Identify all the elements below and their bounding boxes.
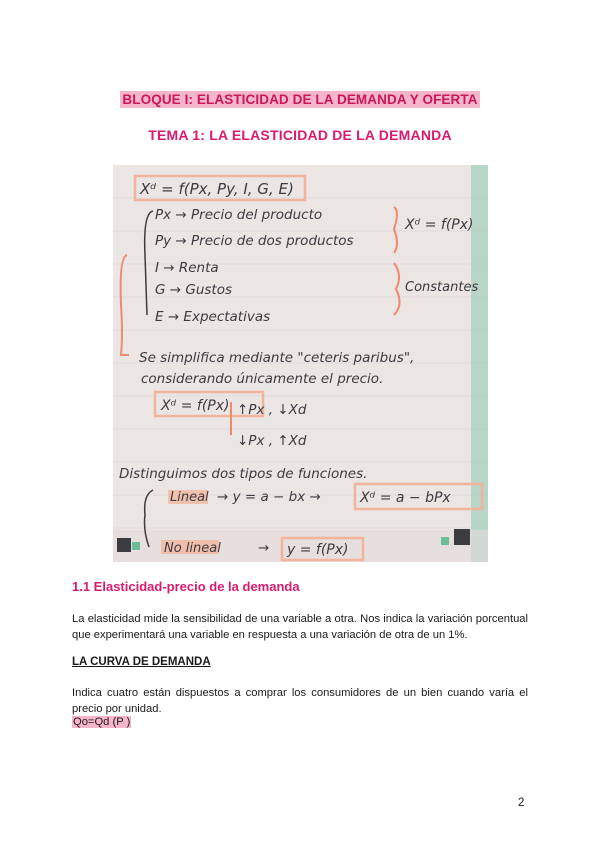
- logo-mark-right: [454, 529, 470, 545]
- section-heading: 1.1 Elasticidad-precio de la demanda: [72, 579, 300, 594]
- note-line-7: Xᵈ = f(Px): [405, 217, 474, 233]
- note-line-2: Px → Precio del producto: [155, 207, 323, 223]
- note-line-14: Distinguimos dos tipos de funciones.: [119, 466, 368, 482]
- note-line-9: Se simplifica mediante "ceteris paribus",: [139, 350, 415, 366]
- note-line-1: Xᵈ = f(Px, Py, I, G, E): [140, 180, 294, 198]
- note-line-4: I → Renta: [155, 260, 219, 276]
- note-line-13: ↓Px , ↑Xd: [237, 433, 307, 449]
- note-line-6: E → Expectativas: [155, 309, 271, 325]
- note-line-20: y = f(Px): [287, 542, 349, 558]
- logo-mark-left: [117, 538, 131, 552]
- section-paragraph: La elasticidad mide la sensibilidad de una variable a otra. Nos indica la variación porcentual que experimentará una variable en respuesta a una variación de otra de un 1%.: [72, 613, 528, 641]
- block-title: [0, 91, 600, 109]
- note-line-18: No lineal: [164, 541, 221, 556]
- note-line-17: Xᵈ = a − bPx: [360, 490, 451, 506]
- note-line-3: Py → Precio de dos productos: [155, 233, 354, 249]
- note-line-16: → y = a − bx →: [217, 489, 321, 505]
- note-line-15: Lineal: [170, 490, 209, 505]
- page-number: 2: [518, 797, 525, 809]
- note-line-8: Constantes: [405, 280, 479, 295]
- curve-paragraph: Indica cuatro están dispuestos a comprar los consumidores de un bien cuando varía el precio por unidad.: [72, 687, 528, 715]
- curve-heading: LA CURVA DE DEMANDA: [72, 656, 211, 668]
- note-line-19: →: [258, 540, 270, 556]
- topic-title: TEMA 1: LA ELASTICIDAD DE LA DEMANDA: [148, 127, 452, 143]
- demand-formula: Qo=Qd (P ): [73, 716, 131, 728]
- note-line-5: G → Gustos: [155, 282, 232, 298]
- note-line-10: considerando únicamente el precio.: [141, 371, 384, 387]
- note-line-11: Xᵈ = f(Px): [161, 398, 230, 414]
- handwritten-notes-photo: [113, 165, 488, 562]
- block-title-text: BLOQUE I: ELASTICIDAD DE LA DEMANDA Y OFERTA: [122, 92, 478, 107]
- note-line-12: ↑Px , ↓Xd: [237, 402, 307, 418]
